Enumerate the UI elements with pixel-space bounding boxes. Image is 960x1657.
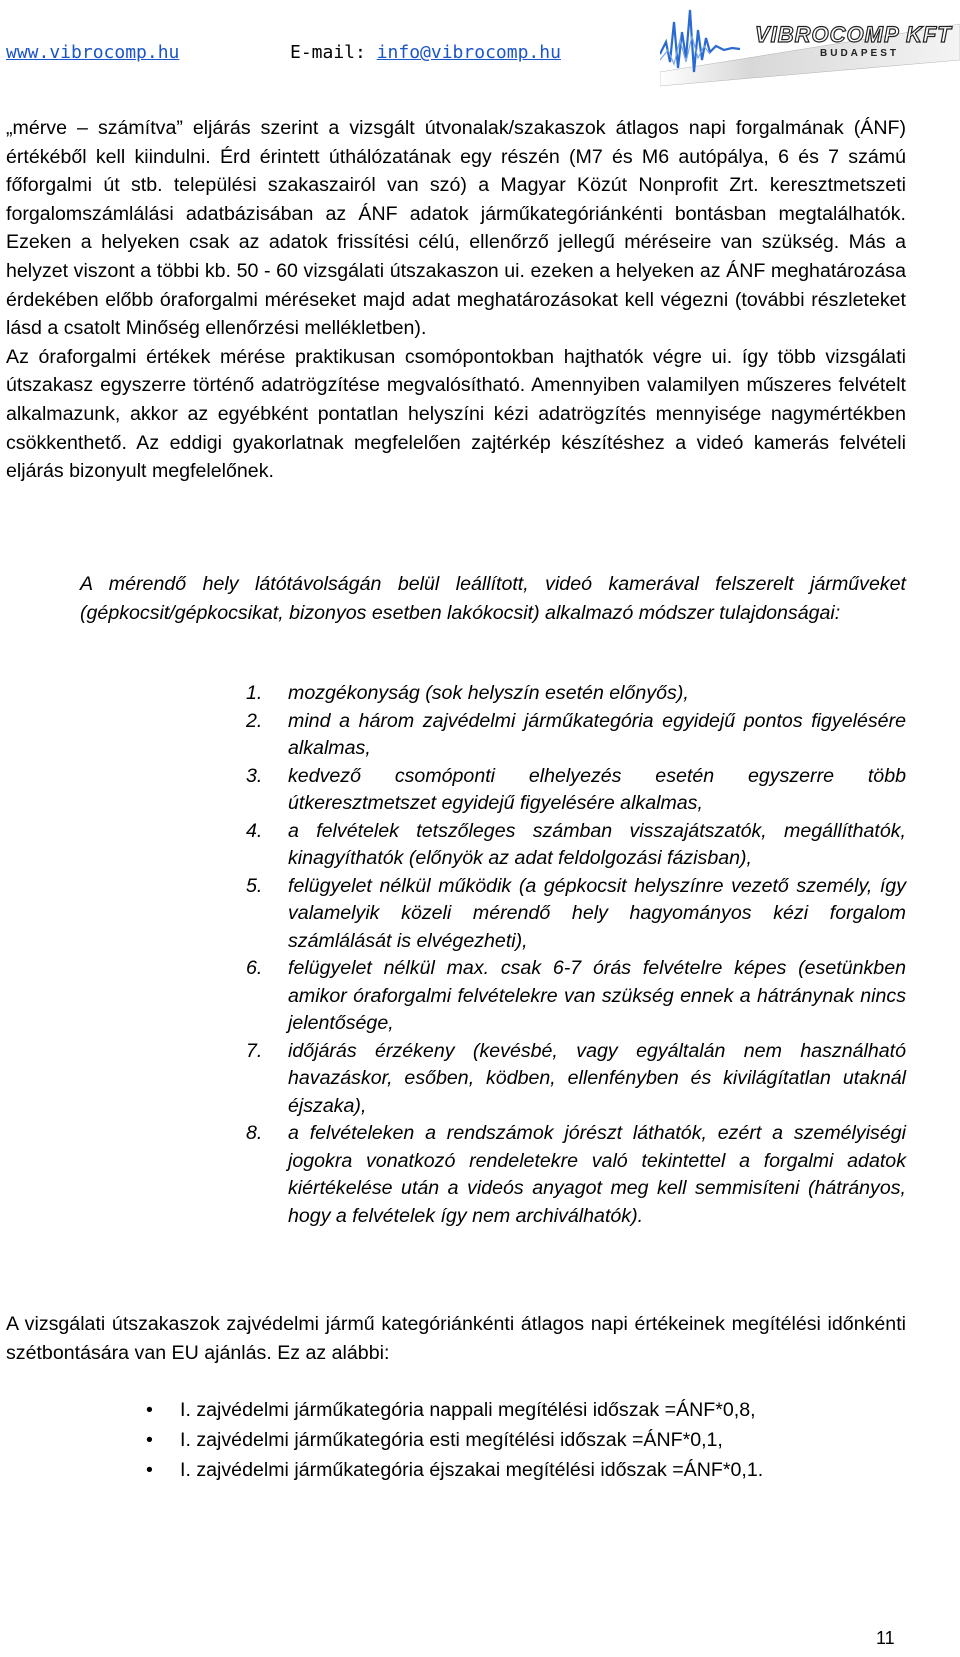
list-item [246,818,906,873]
item-number: 5. [246,874,263,897]
bullet-icon: • [146,1399,153,1421]
list-item [246,763,906,818]
list-item [246,1120,906,1230]
item-number: 8. [246,1122,263,1144]
item-number: 3. [246,764,263,787]
logo-name: VIBROCOMP KFT [755,22,952,47]
email-link[interactable]: info@vibrocomp.hu [376,42,561,63]
item-text: mozgékonyság (sok helyszín esetén előnyős), [288,682,689,704]
properties-list [246,680,906,1230]
item-text: időjárás érzékeny (kevésbé, vagy egyáltalán nem használható havazáskor, esőben, ködben, ellenfényben és kivilágítatlan utaknál éjszaka), [288,1039,906,1117]
email-line [290,42,561,63]
list-item [246,1038,906,1121]
bullet-icon: • [146,1459,153,1481]
item-text: mind a három zajvédelmi járműkategória egyidejű pontos figyelésére alkalmas, [288,709,906,759]
item-text: felügyelet nélkül max. csak 6-7 órás felvételre képes (esetünkben amikor óraforgalmi felvételekre van szükség ennek a hátránynak nincs jelentősége, [288,957,906,1034]
eu-recommendation-list [146,1395,763,1485]
list-item [146,1425,763,1455]
logo-subtitle: BUDAPEST [820,48,900,59]
email-label: E-mail: [290,42,366,63]
item-text: I. zajvédelmi járműkategória esti megítélési időszak =ÁNF*0,1, [180,1429,723,1451]
website-link[interactable]: www.vibrocomp.hu [6,42,180,63]
document-body [6,114,906,486]
paragraph-3: A vizsgálati útszakaszok zajvédelmi jármű kategóriánkénti átlagos napi értékeinek megítélési időnkénti szétbontására van EU ajánlás. Ez az alábbi: [6,1313,906,1364]
item-number: 1. [246,682,263,704]
list-item [246,680,906,708]
list-item [246,873,906,956]
bullet-icon: • [146,1429,153,1451]
item-text: I. zajvédelmi járműkategória éjszakai megítélési időszak =ÁNF*0,1. [180,1459,764,1481]
item-number: 6. [246,957,263,979]
list-item [246,955,906,1038]
list-item [246,708,906,763]
item-text: I. zajvédelmi járműkategória nappali megítélési időszak =ÁNF*0,8, [180,1399,756,1421]
page-header [0,0,960,80]
item-text: a felvételek tetszőleges számban visszajátszatók, megállíthatók, kinagyíthatók (előnyök az adat feldolgozási fázisban), [288,819,906,869]
method-intro: A mérendő hely látótávolságán belül leállított, videó kamerával felszerelt járműveket (gépkocsit/gépkocsikat, bizonyos esetben lakókocsit) alkalmazó módszer tulajdonságai: [80,573,906,624]
page-number: 11 [876,1628,895,1648]
item-text: a felvételeken a rendszámok jórészt láthatók, ezért a személyiségi jogokra vonatkozó rendeletekre való tekintettel a forgalmi adatok kiértékelése után a videós anyagot meg kell semmisíteni (hátrányos, hogy a felvételek így nem archiválhatók). [288,1122,906,1227]
vibrocomp-logo [660,2,960,92]
item-number: 2. [246,709,263,732]
paragraph-1: „mérve – számítva” eljárás szerint a vizsgált útvonalak/szakaszok átlagos napi forgalmának (ÁNF) értékéből kell kiindulni. Érd érintett úthálózatának egy részén (M7 és M6 autópálya, 6 és 7 számú főforgalmi út stb. települési szakaszairól van szó) a Magyar Közút Nonprofit Zrt. keresztmetszeti forgalomszámlálási adatbázisában az ÁNF adatok járműkategóriánkénti bontásban megtalálhatók. Ezeken a helyeken csak az adatok frissítési célú, ellenőrző jellegű méréseire van szükség. Más a helyzet viszont a többi kb. 50 - 60 vizsgálati útszakaszon ui. ezeken a helyeken az ÁNF meghatározása érdekében előbb óraforgalmi méréseket majd adat meghatározásokat kell végezni (további részleteket lásd a csatolt Minőség ellenőrzési mellékletben). [6,117,906,340]
item-text: felügyelet nélkül működik (a gépkocsit helyszínre vezető személy, így valamelyik közeli mérendő hely hagyományos kézi forgalom számlálását is elvégezheti), [288,874,906,952]
item-text: kedvező csomóponti elhelyezés esetén egyszerre több útkeresztmetszet egyidejű figyelésére alkalmas, [288,764,906,814]
list-item [146,1455,763,1485]
item-number: 7. [246,1039,263,1062]
list-item [146,1395,763,1425]
paragraph-2: Az óraforgalmi értékek mérése praktikusan csomópontokban hajthatók végre ui. így több vizsgálati útszakasz egyszerre történő adatrögzítése megvalósítható. Amennyiben valamilyen műszeres felvételt alkalmazunk, akkor az egyébként pontatlan helyszíni kézi adatrögzítés mennyisége nagymértékben csökkenthető. Az eddigi gyakorlatnak megfelelően zajtérkép készítéshez a videó kamerás felvételi eljárás bizonyult megfelelőnek. [6,345,906,483]
item-number: 4. [246,819,263,842]
